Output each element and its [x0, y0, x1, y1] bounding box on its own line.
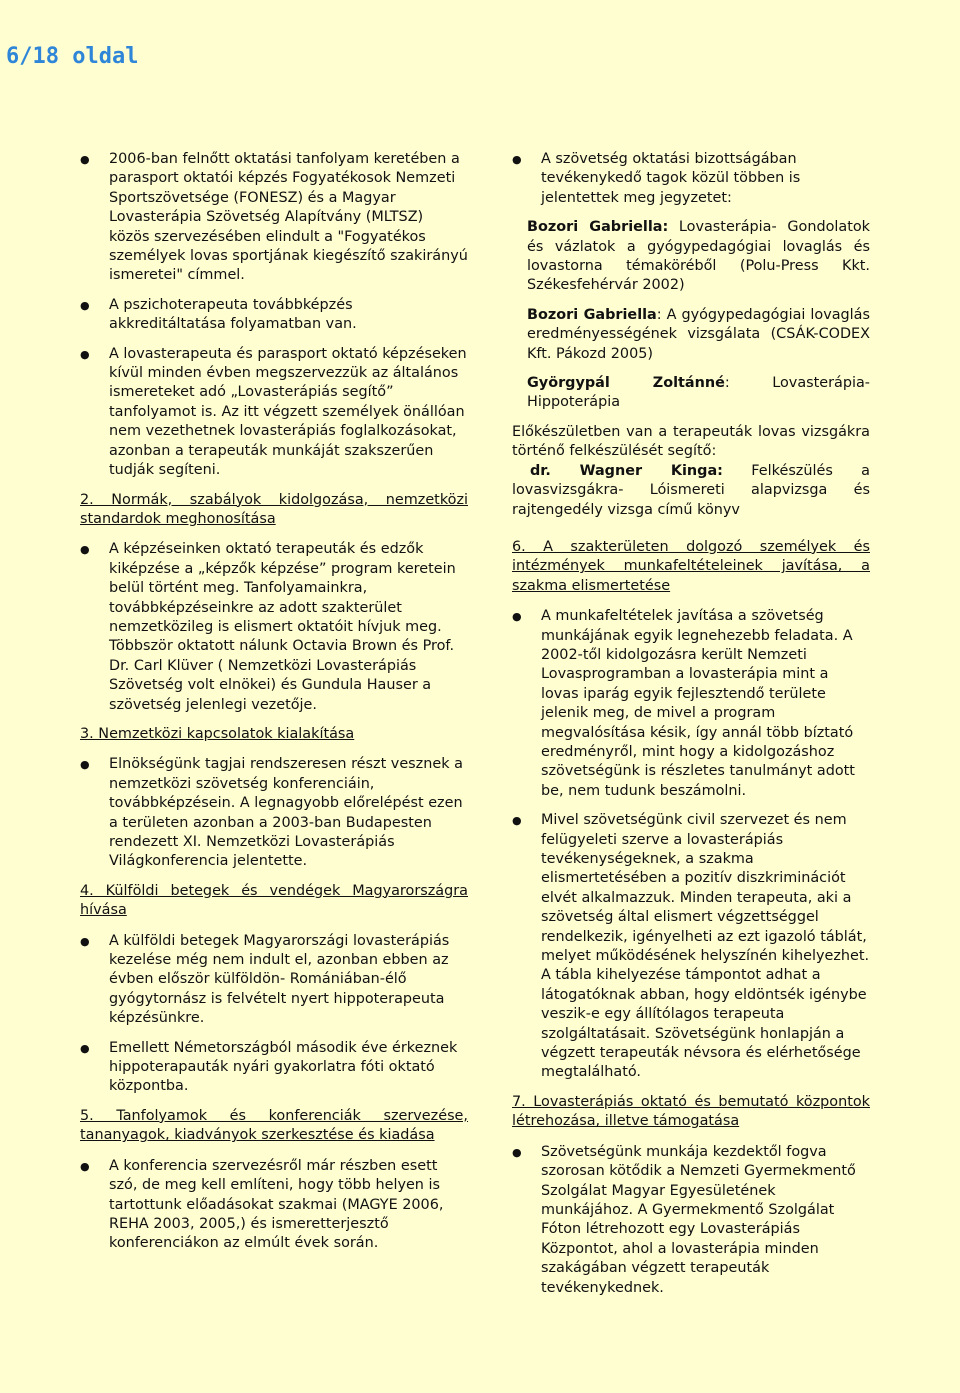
publication-entry: [527, 218, 870, 296]
section-heading-3: 3. Nemzetközi kapcsolatok kialakítása: [80, 725, 355, 742]
bullet-icon: ●: [80, 934, 90, 948]
preparation-paragraph: [512, 423, 870, 462]
bullet-icon: ●: [80, 153, 90, 166]
list-item: [80, 345, 468, 481]
list-item-text: Szövetségünk munkája kezdektől fogva szorosan kötődik a Nemzeti Gyermekmentő Szolgálat Magyar Egyesületének munkájához. A Gyermekmentő Szolgálat Fóton létrehozott egy Lovasterápiás Központot, ahol a lovasterápia minden szakágában végzett terapeuták tevékenykednek.: [541, 1143, 856, 1296]
publication-author: Bozori Gabriella: [527, 306, 657, 323]
preparation-text: Előkészületben van a terapeuták lovas vizsgákra történő felkészülését segítő:: [512, 423, 870, 460]
list-item: [80, 1157, 468, 1254]
list-item: [512, 150, 870, 208]
list-item-text: Mivel szövetségünk civil szervezet és nem felügyeleti szerve a lovasterápiás tevékenységeknek, a szakma elismertetésében a pozitív diszkriminációt elvét alkalmazzuk. Minden terapeuta, aki a szövetség által elismert végzettséggel rendelkezik, igényelheti az ezt igazoló táblát, melyet működésének helyszínén kihelyezhet. A tábla kihelyezése támpontot adhat a látogatóknak abban, hogy eldöntsék igénybe veszik-e egy állítólagos terapeuta szolgáltatásait. Szövetségünk honlapján a végzett terapeuták névsora és elérhetősége megtalálható.: [541, 812, 870, 1081]
list-item: [80, 540, 468, 715]
list-item-text: Emellett Németországból második éve érkeznek hippoterapauták nyári gyakorlatra fóti oktató központba.: [109, 1039, 458, 1095]
publication-title: : A gyógypedagógiai lovaglás eredményességének vizsgálata (CSÁK-CODEX Kft. Pákozd 2005): [527, 306, 870, 362]
list-item: [80, 1039, 468, 1097]
bullet-icon: ●: [512, 1145, 522, 1159]
section-6-list: [512, 607, 870, 1083]
section-heading-6: 6. A szakterületen dolgozó személyek és intézmények munkafeltételeinek javítása, a szakma elismertetése: [512, 538, 870, 594]
list-item-text: A lovasterapeuta és parasport oktató képzéseken kívül minden évben megszervezzük az általános ismereteket adó „Lovasterápiás segítő” tanfolyamot is. Az itt végzett személyek önállóan nem vezethetnek lovasterápiás foglalkozásokat, azonban a terapeuták munkáját szakszerűen tudják segíteni.: [109, 345, 467, 479]
bullet-icon: ●: [80, 758, 90, 772]
bullet-icon: ●: [80, 298, 90, 312]
list-item: [512, 607, 870, 801]
publication-author: dr. Wagner Kinga:: [530, 462, 723, 479]
training-list: [80, 150, 468, 481]
list-item-text: Elnökségünk tagjai rendszeresen részt vesznek a nemzetközi szövetség konferenciáin, továbbképzésein. A legnagyobb előrelépést ezen a területen azonban a 2003-ban Budapesten rendezett XI. Nemzetközi Lovasterápiás Világkonferencia jelentette.: [109, 756, 463, 870]
list-item-text: A szövetség oktatási bizottságában tevékenykedő tagok közül többen is jelentettek meg jegyzetet:: [541, 151, 801, 206]
list-item: [80, 296, 468, 335]
publication-author: Bozori Gabriella:: [527, 219, 669, 236]
bullet-icon: ●: [512, 153, 522, 166]
right-column: [512, 150, 870, 1308]
section-heading-7: 7. Lovasterápiás oktató és bemutató központok létrehozása, illetve támogatása: [512, 1093, 870, 1130]
section-2-list: [80, 540, 468, 715]
section-3-list: [80, 755, 468, 871]
list-item-text: A konferencia szervezésről már részben esett szó, de meg kell említeni, hogy több helyen is tartottunk előadásokat szakmai (MAGYE 2006, REHA 2003, 2005,) és ismeretterjesztő konferenciákon az elmúlt évek során.: [109, 1157, 444, 1252]
left-column: [80, 150, 468, 1264]
publication-author: Györgypál Zoltánné: [527, 375, 725, 392]
list-item-text: A képzéseinken oktató terapeuták és edzők kiképzése a „képzők képzése” program keretein belül történt meg. Tanfolyamainkra, továbbképzéseinkre az adott szakterület nemzetközileg is elismert oktatóit hívjuk meg. Többször oktatott nálunk Octavia Brown és Prof. Dr. Carl Klüver ( Nemzetközi Lovasterápiás Szövetség volt elnökei) és Gundula Hauser a szövetség jelenlegi vezetője.: [109, 541, 456, 713]
section-heading-5: 5. Tanfolyamok és konferenciák szervezése, tananyagok, kiadványok szerkesztése és kiadása: [80, 1107, 468, 1144]
preparation-entry: [512, 462, 870, 520]
publication-title: : Lovasterápia- Hippoterápia: [527, 375, 871, 411]
section-5-list: [80, 1157, 468, 1254]
list-item: [80, 150, 468, 286]
list-item-text: A munkafeltételek javítása a szövetség munkájának egyik legnehezebb feladata. A 2002-től kidolgozásra került Nemzeti Lovasprogramban a lovasterápia mint a lovas iparág egyik fejlesztendő területe jelenik meg, de mivel a program megvalósítása késik, így annál több bíztató eredményről, mint hogy a kidolgozáshoz szövetségünk is részletes tanulmányt adott be, nem tudunk beszámolni.: [541, 608, 855, 799]
publication-title: Felkészülés a lovasvizsgákra- Lóismereti alapvizsga és rajtengedély vizsga című könyv: [512, 462, 870, 518]
bullet-icon: ●: [512, 814, 522, 828]
bullet-icon: ●: [80, 543, 90, 557]
bullet-icon: ●: [80, 347, 90, 361]
section-4-list: [80, 932, 468, 1097]
publications-intro-list: [512, 150, 870, 208]
list-item-text: 2006-ban felnőtt oktatási tanfolyam keretében a parasport oktatói képzés Fogyatékosok Nemzeti Sportszövetsége (FONESZ) és a Magyar Lovasterápia Szövetség Alapítvány (MLTSZ) közös szervezésében elindult a "Fogyatékos személyek lovas sportjának kiegészítő szakirányú ismeretei" címmel.: [109, 151, 468, 284]
bullet-icon: ●: [80, 1041, 90, 1055]
bullet-icon: ●: [512, 610, 522, 624]
page-number-label: 6/18 oldal: [6, 44, 139, 69]
section-7-list: [512, 1143, 870, 1298]
section-heading-2: 2. Normák, szabályok kidolgozása, nemzetközi standardok meghonosítása: [80, 491, 468, 527]
list-item: [512, 811, 870, 1083]
section-heading-4: 4. Külföldi betegek és vendégek Magyarországra hívása: [80, 882, 468, 919]
publication-title: Lovasterápia- Gondolatok és vázlatok a gyógypedagógiai lovaglás és lovastorna témaköréből (Polu-Press Kkt. Székesfehérvár 2002): [527, 219, 870, 294]
list-item: [512, 1143, 870, 1298]
publication-entry: [527, 374, 870, 413]
list-item: [80, 755, 468, 871]
list-item-text: A pszichoterapeuta továbbképzés akkreditáltatása folyamatban van.: [109, 296, 357, 333]
list-item-text: A külföldi betegek Magyarországi lovasterápiás kezelése még nem indult el, azonban ebben az évben először külföldön- Romániában-élő gyógytornász is felvételt nyert hippoterapeuta képzésünkre.: [109, 932, 450, 1027]
publication-entry: [527, 306, 870, 364]
bullet-icon: ●: [80, 1159, 90, 1173]
list-item: [80, 932, 468, 1029]
